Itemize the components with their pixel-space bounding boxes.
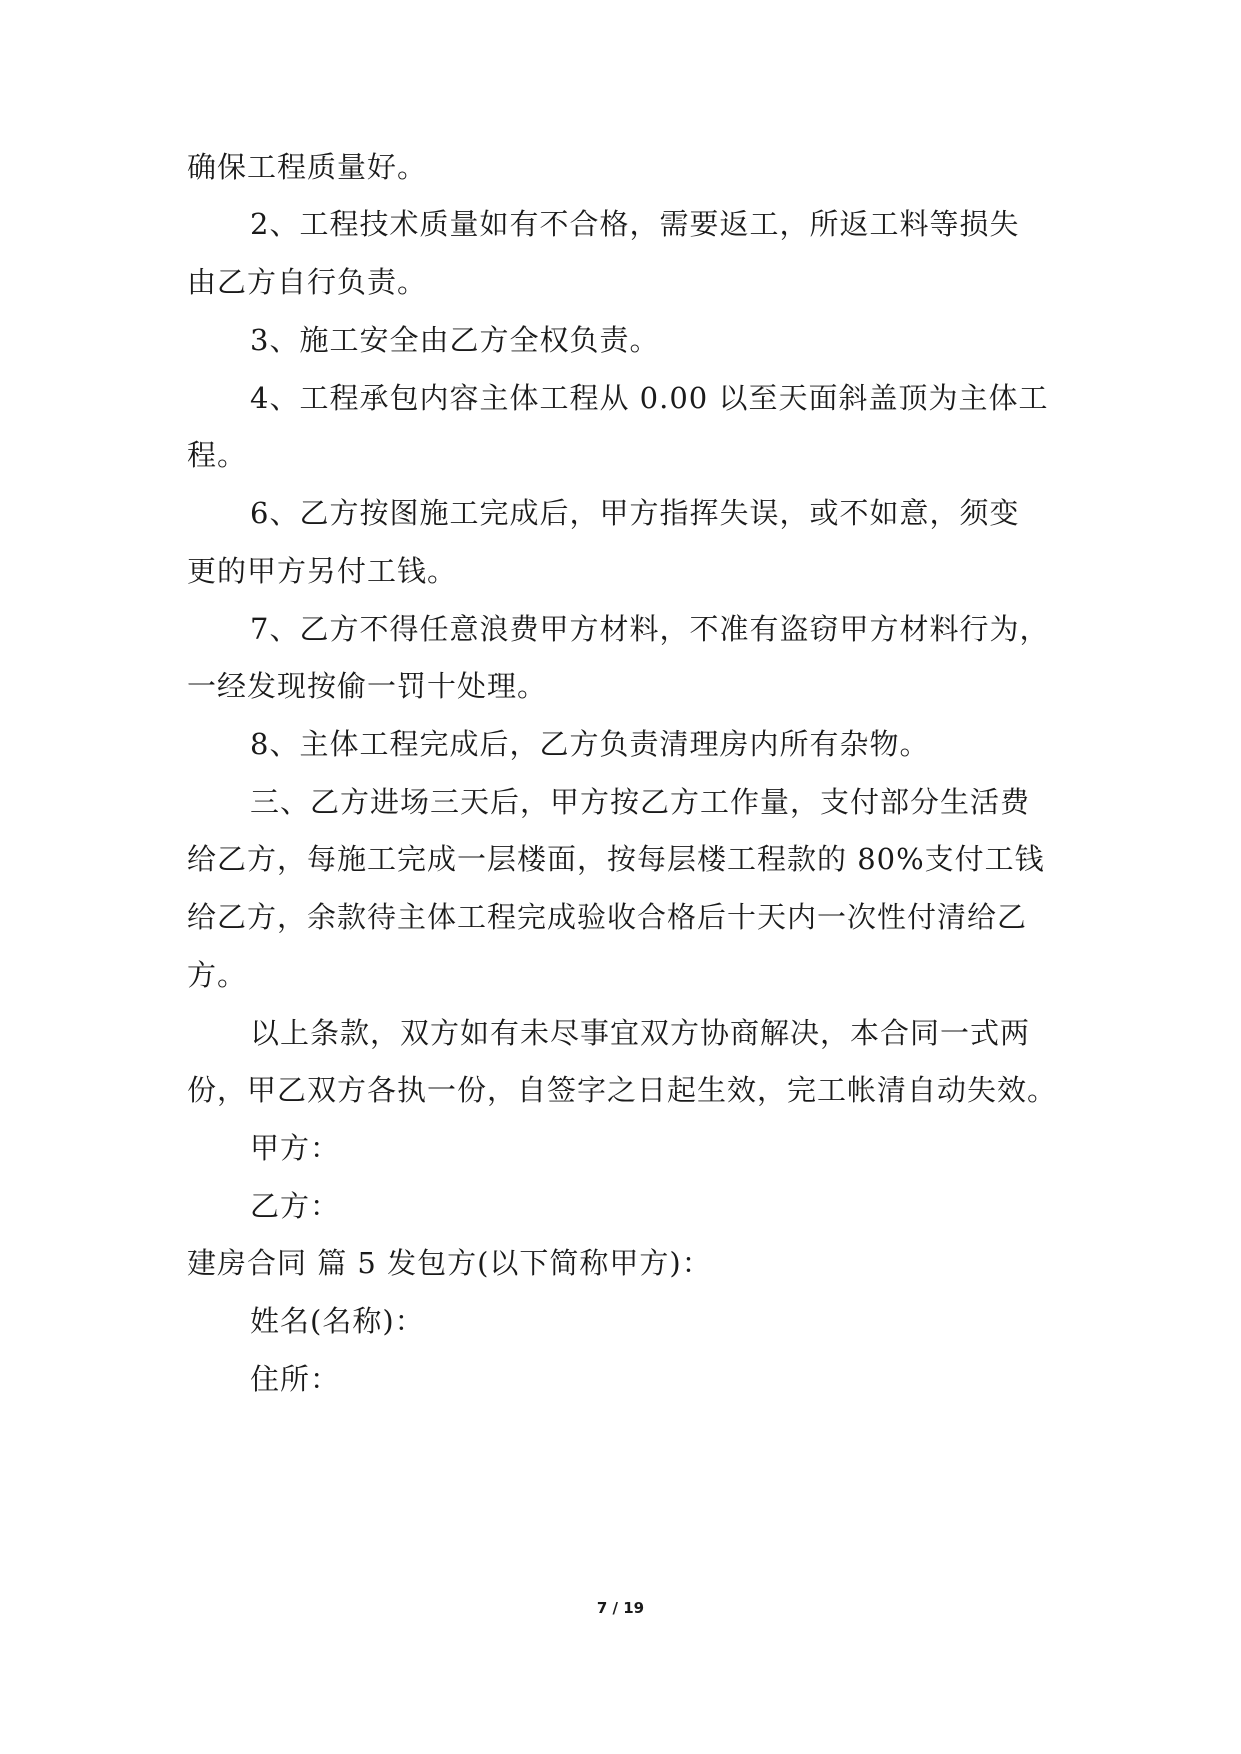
paragraph-line: 4、工程承包内容主体工程从 0.00 以至天面斜盖顶为主体工	[250, 381, 1049, 415]
paragraph-line: 以上条款，双方如有未尽事宜双方协商解决，本合同一式两	[250, 1016, 1031, 1050]
paragraph-line: 确保工程质量好。	[187, 150, 428, 184]
party-b-label: 乙方：	[250, 1189, 341, 1223]
paragraph-line: 2、工程技术质量如有不合格，需要返工，所返工料等损失	[250, 207, 1020, 241]
party-a-label: 甲方：	[250, 1131, 341, 1165]
paragraph-line: 由乙方自行负责。	[187, 265, 428, 299]
paragraph-line: 份，甲乙双方各执一份，自签字之日起生效，完工帐清自动失效。	[187, 1073, 1058, 1107]
paragraph-line: 程。	[187, 438, 248, 472]
paragraph-line: 3、施工安全由乙方全权负责。	[250, 323, 660, 357]
paragraph-line: 方。	[187, 958, 248, 992]
paragraph-line: 7、乙方不得任意浪费甲方材料，不准有盗窃甲方材料行为，	[250, 612, 1050, 646]
paragraph-line: 6、乙方按图施工完成后，甲方指挥失误，或不如意，须变	[250, 496, 1020, 530]
paragraph-line: 更的甲方另付工钱。	[187, 554, 458, 588]
paragraph-line: 一经发现按偷一罚十处理。	[187, 669, 548, 703]
address-field-label: 住所：	[250, 1362, 341, 1396]
paragraph-line: 给乙方，余款待主体工程完成验收合格后十天内一次性付清给乙	[187, 900, 1028, 934]
section-heading: 建房合同 篇 5 发包方(以下简称甲方)：	[187, 1246, 712, 1280]
paragraph-line: 8、主体工程完成后，乙方负责清理房内所有杂物。	[250, 727, 930, 761]
name-field-label: 姓名(名称)：	[250, 1304, 425, 1338]
paragraph-line: 三、乙方进场三天后，甲方按乙方工作量，支付部分生活费	[250, 785, 1031, 819]
paragraph-line: 给乙方，每施工完成一层楼面，按每层楼工程款的 80%支付工钱	[187, 842, 1045, 876]
page-number: 7 / 19	[596, 1599, 645, 1617]
